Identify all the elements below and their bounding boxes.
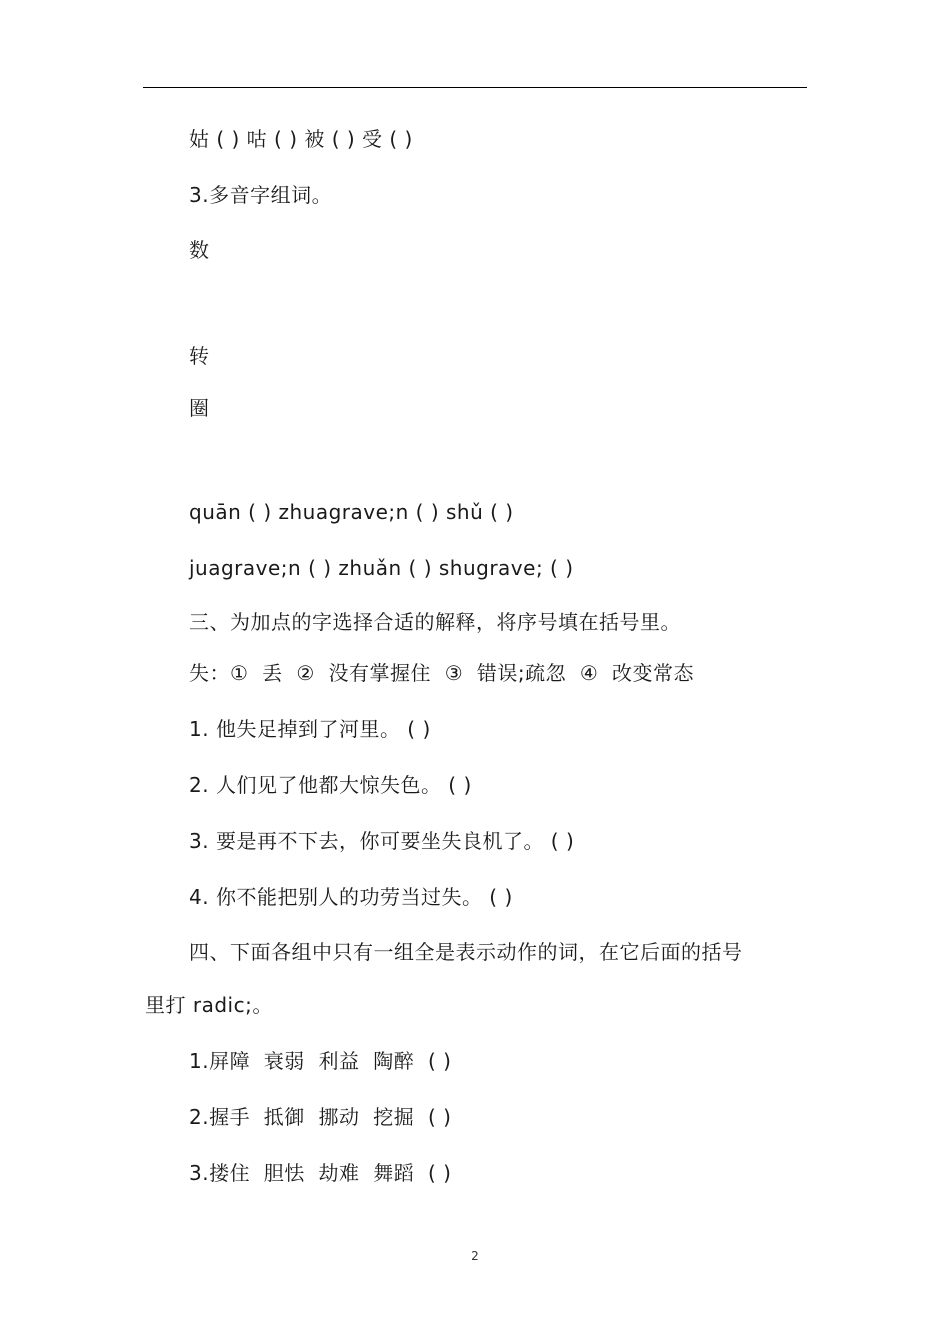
text-line-heading-polyphone: 3.多音字组词。 xyxy=(189,183,333,207)
text-line-group-3: 3.搂住 胆怯 劫难 舞蹈 ( ) xyxy=(189,1161,452,1185)
text-line-section-three: 三、为加点的字选择合适的解释，将序号填在括号里。 xyxy=(189,610,681,634)
text-line-shi-definitions: 失：① 丢 ② 没有掌握住 ③ 错误;疏忽 ④ 改变常态 xyxy=(189,661,694,685)
text-line-section-four-cont: 里打 radic;。 xyxy=(145,993,273,1017)
text-line-question-3: 3. 要是再不下去，你可要坐失良机了。 ( ) xyxy=(189,829,575,853)
page-number: 2 xyxy=(471,1249,479,1263)
text-line-pinyin-1: quān ( ) zhuagrave;n ( ) shǔ ( ) xyxy=(189,500,514,524)
text-line-pinyin-2: juagrave;n ( ) zhuǎn ( ) shugrave; ( ) xyxy=(189,556,574,580)
text-line-question-1: 1. 他失足掉到了河里。 ( ) xyxy=(189,717,431,741)
text-line-section-four: 四、下面各组中只有一组全是表示动作的词，在它后面的括号 xyxy=(189,940,743,964)
text-line-quan: 圈 xyxy=(189,396,210,420)
text-line-question-4: 4. 你不能把别人的功劳当过失。 ( ) xyxy=(189,885,513,909)
text-line-zhuan: 转 xyxy=(189,344,210,368)
header-rule xyxy=(143,87,807,88)
text-line-group-1: 1.屏障 衰弱 利益 陶醉 ( ) xyxy=(189,1049,452,1073)
text-line-group-2: 2.握手 抵御 挪动 挖掘 ( ) xyxy=(189,1105,452,1129)
text-line-shu: 数 xyxy=(189,238,210,262)
text-line-question-2: 2. 人们见了他都大惊失色。 ( ) xyxy=(189,773,472,797)
text-line-chars: 姑 ( ) 咕 ( ) 被 ( ) 受 ( ) xyxy=(189,127,413,151)
